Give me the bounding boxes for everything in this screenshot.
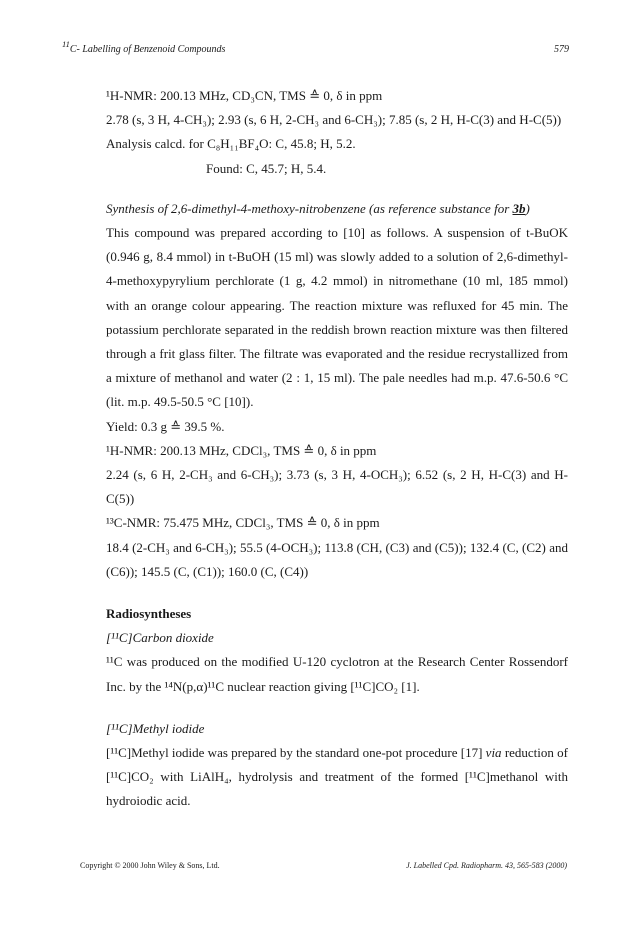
hnmr-heading-2: ¹H-NMR: 200.13 MHz, CDCl₃, TMS ≙ 0, δ in ppm: [106, 442, 377, 458]
co2-heading: [¹¹C]Carbon dioxide: [106, 630, 214, 646]
analysis-found: Found: C, 45.7; H, 5.4.: [206, 160, 327, 176]
synthesis-paragraph: This compound was prepared according to [10] as follows. A suspension of t-BuOK (0.946 g, 8.4 mmol) in t-BuOH (15 ml) was slowly added to a solution of 2,6-dimethyl-4-methoxypyrylium perchlorate (1 g, 4.2 mmol) in nitromethane (10 ml, 185 mmol) with an orange colour appearing. The reaction mixture was refluxed for 45 min. The potassium perchlorate separated in the reddish brown reaction mixture was then filtered through a frit glass filter. The filtrate was evaporated and the residue recrystallized from a mixture of methanol and water (2 : 1, 15 ml). The pale needles had m.p. 47.6-50.6 °C (lit. m.p. 49.5-50.5 °C [10]).: [106, 225, 568, 410]
synthesis-heading: Synthesis of 2,6-dimethyl-4-methoxy-nitrobenzene (as reference substance for 3b): [106, 200, 530, 216]
journal-citation: J. Labelled Cpd. Radiopharm. 43, 565-583 (2000): [406, 861, 567, 870]
cnmr-heading: ¹³C-NMR: 75.475 MHz, CDCl₃, TMS ≙ 0, δ in ppm: [106, 515, 380, 531]
copyright: Copyright © 2000 John Wiley & Sons, Ltd.: [80, 861, 220, 870]
hnmr-data-2: 2.24 (s, 6 H, 2-CH₃ and 6-CH₃); 3.73 (s, 3 H, 4-OCH₃); 6.52 (s, 2 H, H-C(3) and H-C(5)): [106, 467, 568, 507]
running-title: $^{11}$C- Labelling of Benzenoid Compounds: [62, 39, 226, 55]
analysis-calcd: Analysis calcd. for C₈H₁₁BF₄O: C, 45.8; H, 5.2.: [106, 136, 356, 152]
methyl-iodide-heading: [¹¹C]Methyl iodide: [106, 720, 205, 736]
cnmr-data: 18.4 (2-CH₃ and 6-CH₃); 55.5 (4-OCH₃); 113.8 (CH, (C3) and (C5)); 132.4 (C, (C2) and (C6)); 145.5 (C, (C1)); 160.0 (C, (C4)): [106, 539, 568, 579]
methyl-iodide-paragraph: [¹¹C]Methyl iodide was prepared by the standard one-pot procedure [17] via reduction of [¹¹C]CO₂ with LiAlH₄, hydrolysis and treatment of the formed [¹¹C]methanol with hydroiodic acid.: [106, 745, 568, 809]
running-header: [62, 39, 569, 58]
yield: Yield: 0.3 g ≙ 39.5 %.: [106, 418, 225, 434]
page-footer: [80, 861, 567, 875]
page-number: 579: [554, 44, 569, 55]
hnmr-data-1: 2.78 (s, 3 H, 4-CH₃); 2.93 (s, 6 H, 2-CH₃ and 6-CH₃); 7.85 (s, 2 H, H-C(3) and H-C(5)): [106, 112, 562, 128]
main-text: [106, 84, 568, 814]
hnmr-heading-1: ¹H-NMR: 200.13 MHz, CD₃CN, TMS ≙ 0, δ in ppm: [106, 88, 383, 103]
compound-ref: 3b: [512, 200, 526, 216]
co2-paragraph: ¹¹C was produced on the modified U-120 cyclotron at the Research Center Rossendorf Inc. by the ¹⁴N(p,α)¹¹C nuclear reaction giving [¹¹C]CO₂ [1].: [106, 654, 568, 694]
radiosyntheses-heading: Radiosyntheses: [106, 606, 192, 622]
